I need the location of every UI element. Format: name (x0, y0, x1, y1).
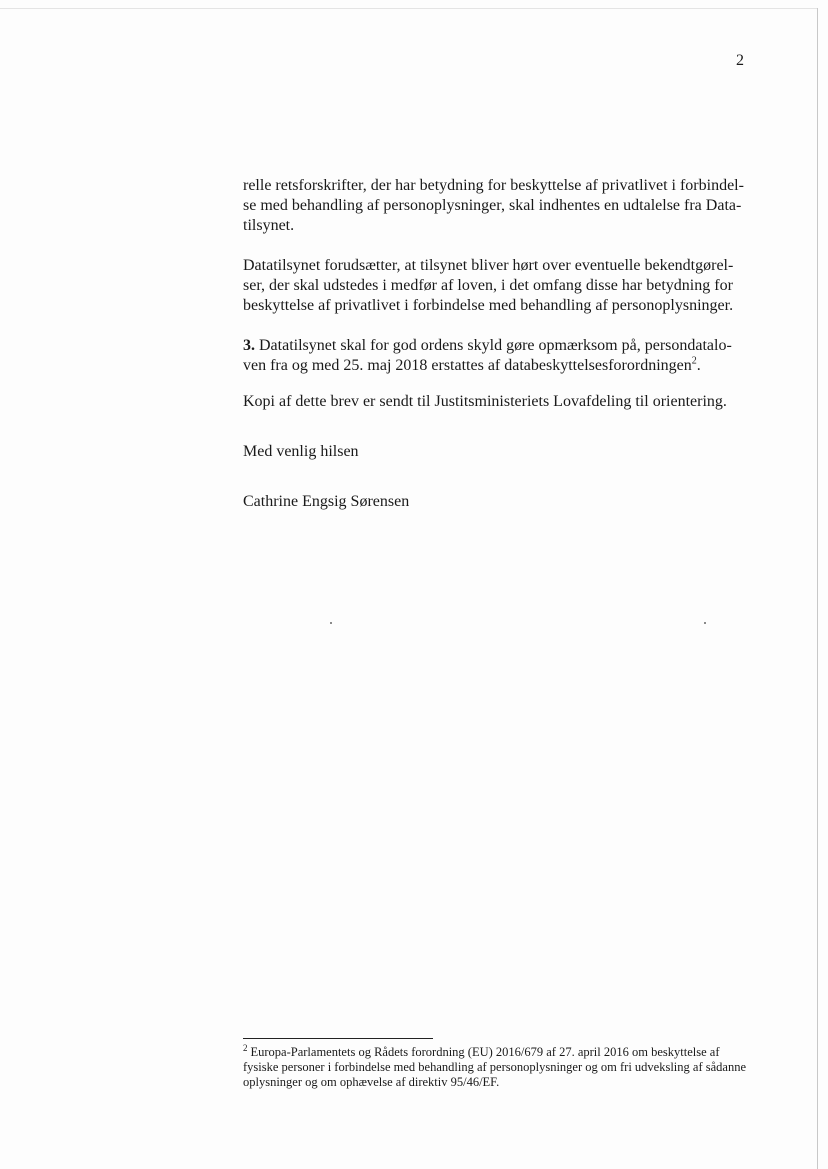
scan-speck (704, 622, 706, 624)
paragraph-4: Kopi af dette brev er sendt til Justitsministeriets Lovafdeling til orientering. (243, 393, 727, 410)
paragraph-3-text: Datatilsynet skal for god ordens skyld gøre opmærksom på, persondatalo-ven fra og med 25. maj 2018 erstattes af databeskyttelsesforordningen (243, 337, 732, 374)
scan-speck (330, 622, 332, 624)
paragraph-1: relle retsforskrifter, der har betydning for beskyttelse af privatlivet i forbindel-se med behandling af personoplysninger, skal indhentes en udtalelse fra Data-tilsynet. (243, 177, 744, 234)
closing-greeting: Med venlig hilsen (243, 443, 359, 460)
footnote-separator (243, 1038, 433, 1039)
page-top-edge (0, 8, 818, 9)
footnote-text: Europa-Parlamentets og Rådets forordning (EU) 2016/679 af 27. april 2016 om beskyttelse af fysiske personer i forbindelse med behandling af personoplysninger og om fri udveksling af sådanne oplysninger og om ophævelse af direktiv 95/46/EF. (243, 1045, 746, 1089)
signature-name: Cathrine Engsig Sørensen (243, 493, 410, 510)
paragraph-3-end: . (696, 357, 701, 374)
page-right-edge (817, 8, 818, 1169)
footnote (243, 1042, 753, 1090)
page-number: 2 (736, 52, 744, 69)
paragraph-3 (243, 336, 747, 376)
paragraph-2: Datatilsynet forudsætter, at tilsynet bliver hørt over eventuelle bekendtgørel-ser, der skal udstedes i medfør af loven, i det omfang disse har betydning for beskyttelse af privatlivet i forbindelse med behandling af personoplysninger. (243, 257, 734, 314)
footnote-mark: 2 (243, 1042, 248, 1053)
footnote-reference[interactable]: 2 (691, 355, 697, 367)
letter-body (243, 176, 747, 512)
section-number: 3. (243, 337, 255, 354)
